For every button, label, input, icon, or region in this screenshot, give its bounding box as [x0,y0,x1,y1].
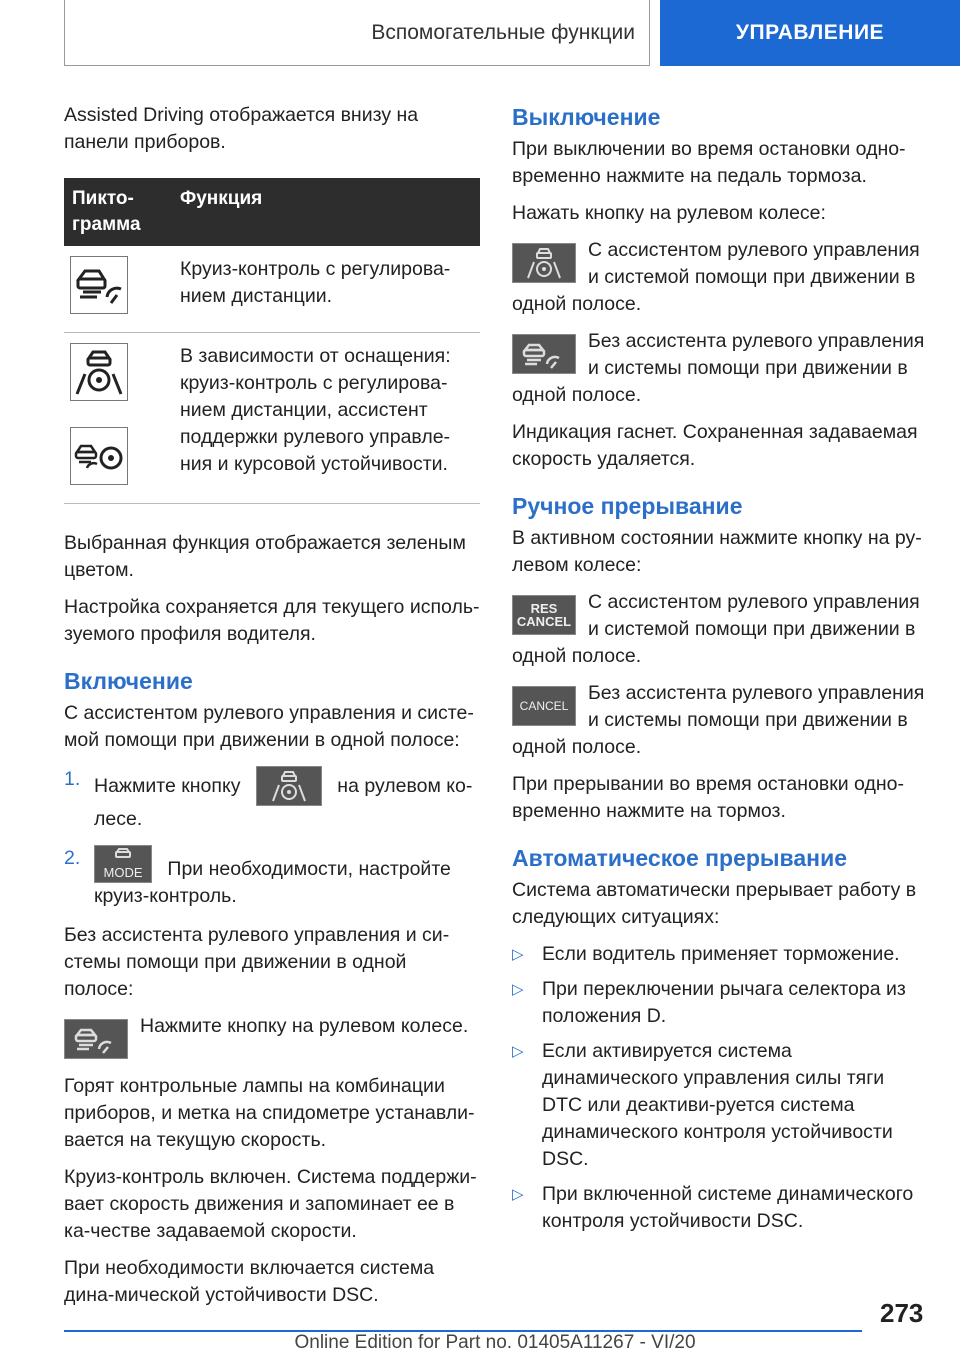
footer-edition: Online Edition for Part no. 01405A11267 - VI/20 [294,1332,696,1353]
heading-off: Выключение [512,104,661,130]
indicator-off-text: Индикация гаснет. Сохраненная задаваемая скорость удаляется. [512,421,918,470]
mode-button[interactable] [94,845,152,883]
cruise-distance-icon [70,256,128,314]
heading-auto: Автоматическое прерывание [512,845,848,871]
page-number: 273 [880,1298,924,1328]
triangle-bullet-icon: ▷ [512,1043,524,1060]
heading-on: Включение [64,668,193,694]
green-text: Выбранная функция отображается зеленым цветом. [64,532,466,581]
auto-conditions-list [512,941,926,1235]
dsc-text: При необходимости включается система дина-мической устойчивости DSC. [64,1257,435,1306]
manual-intro-text: В активном состоянии нажмите кнопку на ру-левом колесе: [512,527,922,576]
step1-text-a: Нажмите кнопку [94,775,241,797]
off-stop-text: При выключении во время остановки одно-временно нажмите на педаль тормоза. [512,138,906,187]
table-row [64,246,480,333]
header-chapter-tab[interactable] [660,0,960,66]
steering-assist-button[interactable] [256,766,322,806]
with-assist-text: С ассистентом рулевого управления и системой помощи при движении в одной полосе. [512,239,920,315]
step2-text: При необходимости, настройте круиз-контроль. [94,858,451,907]
cancel-button-label: CANCEL [519,698,569,713]
res-label: RES [530,601,558,616]
pictogram-table [64,178,480,504]
table-cell-function: Круиз-контроль с регулирова-нием дистанции. [172,246,480,333]
triangle-bullet-icon: ▷ [512,946,524,963]
cruise-steering-icon [70,427,128,485]
off-cruise-row [512,328,926,409]
lamps-text: Горят контрольные лампы на комбинации приборов, и метка на спидометре устанавли-вается на текущую скорость. [64,1075,475,1151]
without-assist-text: Без ассистента рулевого управления и системы помощи при движении в одной полосе. [512,682,925,758]
intro-text: Assisted Driving отображается внизу на панели приборов. [64,104,419,153]
cruise-control-button[interactable] [64,1019,128,1059]
steering-assist-button[interactable] [512,243,576,283]
list-item: ▷ При переключении рычага селектора из положения D. [512,976,926,1030]
without-assist-text: Без ассистента рулевого управления и си-стемы помощи при движении в одной полосе: [64,924,450,1000]
off-press-text: Нажать кнопку на рулевом колесе: [512,202,826,224]
triangle-bullet-icon: ▷ [512,981,524,998]
res-cancel-button[interactable] [512,595,576,635]
triangle-bullet-icon: ▷ [512,1186,524,1203]
off-assist-row [512,237,926,318]
cruise-button-row [64,1013,480,1063]
profile-text: Настройка сохраняется для текущего исполь-зуемого профиля водителя. [64,596,480,645]
press-text: Нажмите кнопку на рулевом колесе. [140,1015,469,1037]
table-cell-function: В зависимости от оснащения: круиз-контроль с регулирова-нием дистанции, ассистент поддержки рулевого управле-ния и курсовой устойчивости. [172,333,480,504]
without-assist-text: Без ассистента рулевого управления и системы помощи при движении в одной полосе. [512,330,925,406]
left-column [64,102,480,1319]
heading-manual: Ручное прерывание [512,493,743,519]
list-item [64,845,480,910]
cancel-button[interactable] [512,686,576,726]
cancel-label: CANCEL [516,614,572,629]
manual-stop-text: При прерывании во время остановки одно-временно нажмите на тормоз. [512,773,904,822]
header-chapter-title: УПРАВЛЕНИЕ [735,21,885,44]
on-intro-text: С ассистентом рулевого управления и систе-мой помощи при движении в одной полосе: [64,702,474,751]
header-section-title: Вспомогательные функции [371,20,635,44]
step1-text-b: на рулевом ко-лесе. [94,775,473,830]
steps-list [64,766,480,910]
cruise-control-button[interactable] [512,334,576,374]
step-number: 2. [64,847,81,869]
manual-cancel-row [512,680,926,761]
list-item: ▷ При включенной системе динамического контроля устойчивости DSC. [512,1181,926,1235]
list-item [64,766,480,833]
right-column [512,102,926,1243]
table-row [64,333,480,504]
step-number: 1. [64,768,81,790]
steering-assist-icon [70,343,128,401]
header-section [64,0,650,66]
table-header-pictogram: Пикто-грамма [64,178,172,246]
manual-res-row [512,589,926,670]
list-item: ▷ Если водитель применяет торможение. [512,941,926,968]
list-item: ▷ Если активируется система динамического управления силы тяги DTC или деактиви-руется система динамического контроля устойчивости DSC. [512,1038,926,1173]
with-assist-text: С ассистентом рулевого управления и системой помощи при движении в одной полосе. [512,591,920,667]
auto-intro-text: Система автоматически прерывает работу в следующих ситуациях: [512,879,917,928]
enabled-text: Круиз-контроль включен. Система поддержи-вает скорость движения и запоминает ее в ка-честве задаваемой скорости. [64,1166,477,1242]
table-header-function: Функция [172,178,480,246]
mode-button-label: MODE [103,864,143,880]
